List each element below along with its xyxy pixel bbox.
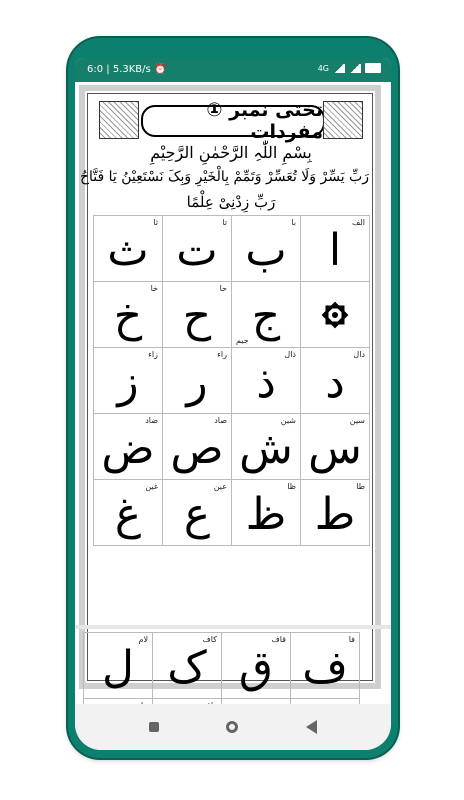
network-speed: 5.3KB/s <box>112 64 151 75</box>
arabic-letter: خ <box>113 291 143 342</box>
letter-name: قاف <box>271 635 286 644</box>
page-frame <box>79 85 381 689</box>
page-title: تختی نمبر ① مفردات <box>141 105 325 137</box>
letter-name: زاء <box>148 350 158 359</box>
letter-name: شین <box>280 416 296 425</box>
letter-cell[interactable] <box>232 480 301 546</box>
arabic-letter: ر <box>186 357 208 408</box>
page-break-divider <box>75 625 391 629</box>
status-bar <box>75 58 391 82</box>
status-time: 6:0 <box>87 64 104 75</box>
arabic-letter: غ <box>114 489 142 540</box>
letter-cell[interactable] <box>301 282 370 348</box>
letters-grid-page1 <box>93 215 370 546</box>
octagram-ornament-icon <box>320 300 350 330</box>
status-separator: | <box>106 64 113 75</box>
home-icon[interactable] <box>226 721 238 733</box>
letter-name: ثا <box>153 218 158 227</box>
arabic-letter: ذ <box>256 357 276 408</box>
letter-name: طا <box>356 482 365 491</box>
status-right <box>318 63 381 73</box>
letter-cell[interactable] <box>94 480 163 546</box>
letter-cell[interactable] <box>163 282 232 348</box>
arabic-letter: ح <box>182 291 212 342</box>
signal-icon <box>333 64 345 73</box>
letter-cell[interactable] <box>301 216 370 282</box>
recent-apps-icon[interactable] <box>149 722 159 732</box>
letter-name: کاف <box>202 635 217 644</box>
letter-name: لام <box>138 635 148 644</box>
letter-name: فا <box>348 635 355 644</box>
letter-name: ضاد <box>145 416 158 425</box>
letter-cell[interactable] <box>94 414 163 480</box>
letter-cell[interactable] <box>301 414 370 480</box>
letter-cell[interactable] <box>222 633 291 699</box>
system-nav-bar <box>75 704 391 750</box>
letter-cell[interactable] <box>163 348 232 414</box>
arabic-letter: ض <box>101 423 155 474</box>
signal-icon-2 <box>349 64 361 73</box>
letter-name: عین <box>213 482 227 491</box>
letter-name: صاد <box>214 416 227 425</box>
status-left <box>87 64 166 75</box>
arabic-letter: ص <box>170 423 224 474</box>
alarm-icon: ⏰ <box>153 64 167 75</box>
page-header <box>79 99 369 211</box>
letter-name: الف <box>352 218 365 227</box>
reader-content[interactable] <box>75 82 391 704</box>
letter-name: سین <box>349 416 365 425</box>
letter-name: غین <box>145 482 158 491</box>
phone-screen <box>75 58 391 750</box>
arabic-letter: ز <box>117 357 139 408</box>
arabic-letter: ش <box>239 423 293 474</box>
arabic-letter: س <box>308 423 362 474</box>
letter-cell[interactable] <box>291 633 360 699</box>
letter-cell[interactable] <box>94 282 163 348</box>
letter-cell[interactable] <box>84 633 153 699</box>
arabic-letter: ب <box>245 225 287 276</box>
letter-cell[interactable] <box>163 216 232 282</box>
letter-cell[interactable] <box>301 348 370 414</box>
dua-line: رَبِّ یَسِّرْ وَلَا تُعَسِّرْ وَتَمِّمْ بِالْخَیْرِ وَبِکَ نَسْتَعِیْنُ یَا فَتَّاحُ <box>79 169 369 185</box>
arabic-letter: ج <box>251 291 281 342</box>
arabic-letter: ث <box>107 225 149 276</box>
network-type: 4G <box>317 63 329 73</box>
arabic-letter: ل <box>102 642 134 693</box>
letter-name: ظا <box>287 482 296 491</box>
back-icon[interactable] <box>306 720 317 734</box>
arabic-letter: ط <box>314 489 356 540</box>
arabic-letter: ق <box>238 642 274 693</box>
arabic-letter: ع <box>183 489 211 540</box>
letter-name: با <box>291 218 296 227</box>
letter-cell[interactable] <box>232 216 301 282</box>
letter-cell[interactable] <box>232 348 301 414</box>
letter-cell[interactable] <box>301 480 370 546</box>
arabic-letter: د <box>325 357 345 408</box>
letter-cell[interactable] <box>94 216 163 282</box>
letter-name: خا <box>150 284 158 293</box>
letter-name: راء <box>217 350 227 359</box>
letter-name: ذال <box>284 350 296 359</box>
letter-cell[interactable] <box>153 633 222 699</box>
corner-ornament-right-icon <box>323 101 363 139</box>
arabic-letter: ف <box>302 642 348 693</box>
bismillah-line: بِسْمِ اللّٰہِ الرَّحْمٰنِ الرَّحِیْمِ <box>150 143 312 162</box>
arabic-letter: ا <box>328 225 342 276</box>
arabic-letter: ت <box>176 225 218 276</box>
letter-cell[interactable] <box>163 414 232 480</box>
letter-name: تا <box>222 218 227 227</box>
letter-name: دال <box>353 350 365 359</box>
letter-cell[interactable] <box>232 414 301 480</box>
dua-line-2: رَبِّ زِدْنِیْ عِلْمًا <box>186 193 276 211</box>
letter-name: حا <box>219 284 227 293</box>
letter-name: جیم <box>236 336 249 345</box>
letter-cell[interactable] <box>232 282 301 348</box>
letter-cell[interactable] <box>94 348 163 414</box>
corner-ornament-left-icon <box>99 101 139 139</box>
letter-cell[interactable] <box>163 480 232 546</box>
battery-icon <box>365 63 381 73</box>
arabic-letter: ظ <box>245 489 287 540</box>
arabic-letter: ک <box>167 642 207 693</box>
